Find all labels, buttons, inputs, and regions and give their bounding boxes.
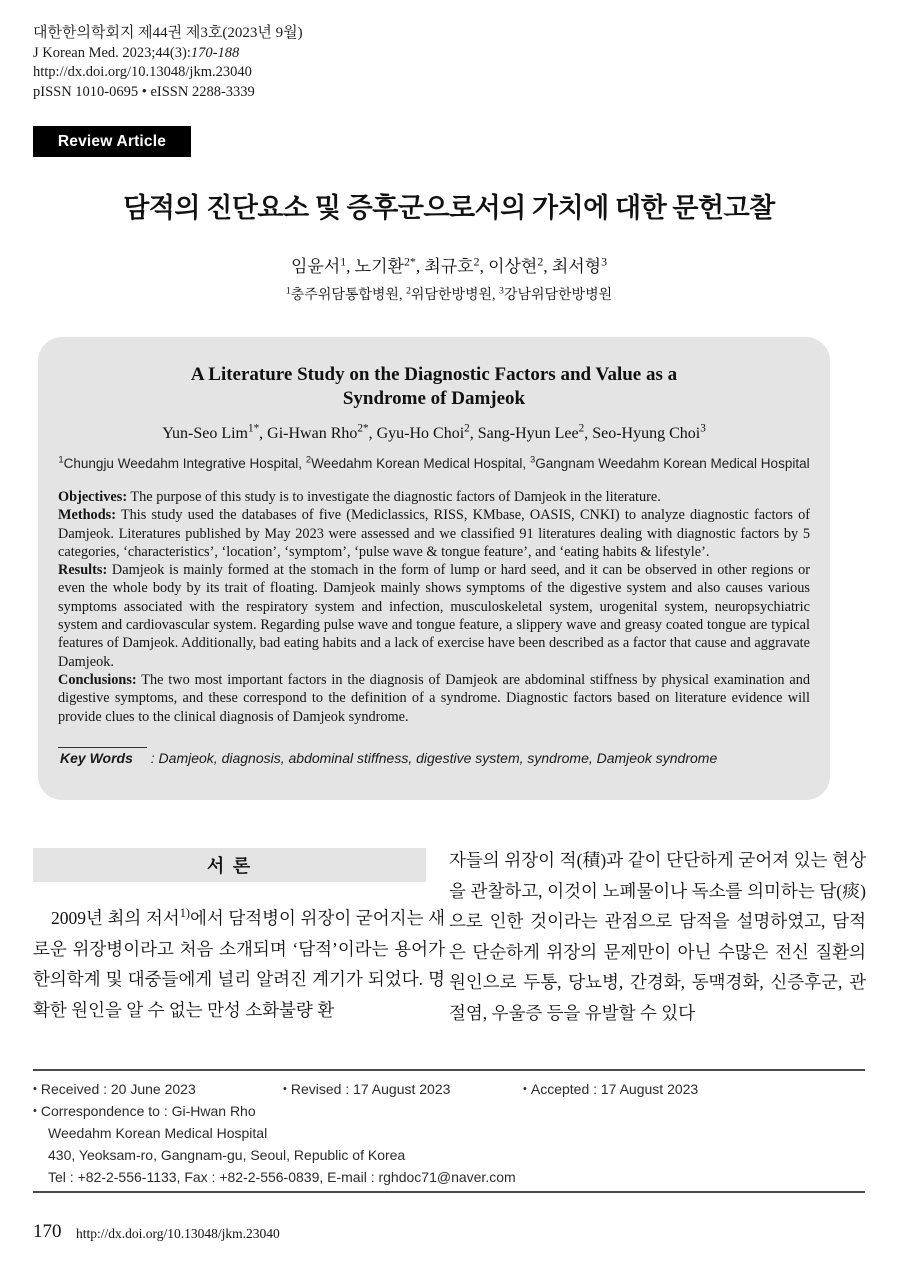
affiliation: $^3$Gangnam Weedahm Korean Medical Hospital: [529, 454, 810, 471]
affiliation: $^2$Weedahm Korean Medical Hospital,: [305, 454, 530, 471]
page-number: 170: [33, 1221, 62, 1242]
correspondence-line: • Correspondence to : Gi-Hwan Rho: [33, 1103, 256, 1119]
abstract-box: [38, 337, 830, 800]
objectives-text: The purpose of this study is to investigate the diagnostic factors of Damjeok in the literature.: [127, 489, 661, 505]
section-heading-label: 서 론: [206, 856, 253, 876]
reference-mark: 1): [179, 906, 190, 921]
article-title-korean: 담적의 진단요소 및 증후군으로서의 가치에 대한 문헌고찰: [123, 193, 775, 223]
badge-label: Review Article: [57, 132, 167, 150]
abstract-objectives: [58, 488, 810, 506]
journal-name-volume: 대한한의학회지 제44권 제3호(2023년 9월): [33, 25, 303, 41]
bullet-icon: •: [33, 1083, 37, 1095]
author: Sang-Hyun Lee$^2$,: [477, 422, 593, 442]
journal-header: [33, 24, 303, 102]
authors-korean: [0, 252, 898, 277]
footer-top-rule: [33, 1069, 865, 1071]
keywords-text: Damjeok, diagnosis, abdominal stiffness, digestive system, syndrome, Damjeok syndrome: [158, 749, 718, 766]
author: 최서형$^3$: [551, 254, 608, 276]
abstract-conclusions: [58, 671, 810, 726]
author: Seo-Hyung Choi$^3$: [592, 422, 706, 442]
conclusions-label: Conclusions:: [58, 671, 137, 688]
author: Yun-Seo Lim$^{1*}$,: [162, 422, 268, 442]
issn-line: pISSN 1010-0695 • eISSN 2288-3339: [33, 83, 255, 100]
keywords-colon: :: [146, 749, 159, 766]
title-line-2: Syndrome of Damjeok: [342, 388, 526, 409]
keywords-line: [58, 747, 810, 766]
footer-bottom-rule: [33, 1191, 865, 1193]
citation-prefix: J Korean Med. 2023;44(3):: [33, 44, 191, 61]
affiliation: $^3$강남위담한방병원: [499, 285, 613, 303]
author: 최규호$^2$,: [424, 254, 489, 276]
author: 임윤서$^1$,: [290, 254, 355, 276]
affiliation: $^1$충주위담통합병원,: [285, 285, 406, 303]
objectives-label: Objectives:: [58, 489, 128, 505]
methods-label: Methods:: [58, 507, 116, 524]
correspondence-hospital: Weedahm Korean Medical Hospital: [48, 1125, 268, 1141]
correspondence-address: 430, Yeoksam-ro, Gangnam-gu, Seoul, Republic of Korea: [48, 1147, 406, 1163]
author: 이상현$^2$,: [488, 254, 552, 276]
intro-paragraph-left-column: 2009년 최의 저서$^{1)}$에서 담적병이 위장이 굳어지는 새로운 위장병이라고 처음 소개되며 ‘담적’이라는 용어가 한의학계 및 대중들에게 널리 알려진 계기가 되었다. 명확한 원인을 알 수 없는 만성 소화불량 환: [33, 906, 445, 1020]
authors-english: [58, 422, 810, 443]
citation-pages: 170-188: [190, 44, 240, 61]
author: Gi-Hwan Rho$^{2*}$,: [267, 422, 377, 442]
title-line-1: A Literature Study on the Diagnostic Factors and Value as a: [190, 364, 678, 385]
article-title-english: [58, 363, 810, 411]
page-doi: http://dx.doi.org/10.13048/jkm.23040: [76, 1226, 280, 1241]
correspondence-contact: Tel : +82-2-556-1133, Fax : +82-2-556-0839, E-mail : rghdoc71@naver.com: [48, 1169, 516, 1185]
bullet-icon: •: [523, 1083, 527, 1095]
results-label: Results:: [58, 562, 108, 579]
affiliations-korean: [0, 284, 898, 304]
keywords-label: Key Words: [58, 747, 147, 766]
bullet-icon: •: [283, 1083, 287, 1095]
bullet-icon: •: [33, 1105, 37, 1117]
abstract-results: [58, 561, 810, 671]
journal-citation: [33, 44, 303, 64]
intro-paragraph-right-column: 자들의 위장이 적(積)과 같이 단단하게 굳어져 있는 현상을 관찰하고, 이것이 노폐물이나 독소를 의미하는 담(痰)으로 인한 것이라는 관점으로 담적을 설명하였고, 담적은 단순하게 위장의 문제만이 아닌 수많은 전신 질환의 원인으로 두통, 당뇨병, 간경화, 동맥경화, 신증후군, 관절염, 우울증 등을 유발할 수 있다: [449, 850, 866, 1023]
results-text: Damjeok is mainly formed at the stomach in the form of lump or hard seed, and it can be observed in other regions or even the whole body by its trait of floating. Damjeok mainly shows symptoms of the digestive system and also causes various symptoms associated with the respiratory system and infection, musculoskeletal system, urogenital system, neuropsychiatric system and cardiovascular system. Regarding pulse wave and tongue feature, a slippery wave and greasy coated tongue are typical features of Damjeok. Additionally, bad eating habits and a lack of exercise have been described as a factor that cause and aggravate Damjeok.: [58, 562, 810, 670]
review-article-badge: [33, 126, 191, 157]
author: 노기환$^{2*}$,: [354, 254, 425, 276]
affiliation: $^1$Chungju Weedahm Integrative Hospital,: [58, 454, 306, 471]
methods-text: This study used the databases of five (Mediclassics, RISS, KMbase, OASIS, CNKI) to analyze diagnostic factors of Damjeok. Literatures published by May 2023 were assessed and we classified 91 literatures dealing with diagnostic factors by 5 categories, ‘characteristics’, ‘location’, ‘symptom’, ‘pulse wave & tongue feature’, and ‘eating habits & lifestyle’.: [58, 507, 810, 560]
doi-url: http://dx.doi.org/10.13048/jkm.23040: [33, 64, 252, 80]
conclusions-text: The two most important factors in the diagnosis of Damjeok are abdominal stiffness by physical examination and digestive symptoms, and these correspond to the definition of a syndrome. Diagnostic factors based on literature evidence will provide clues to the clinical diagnosis of Damjeok syndrome.: [58, 671, 810, 725]
affiliation: $^2$위담한방병원,: [405, 285, 500, 303]
section-heading-introduction: [33, 848, 426, 882]
received-date: • Received : 20 June 2023: [33, 1081, 196, 1097]
affiliations-english: [58, 454, 810, 473]
accepted-date: • Accepted : 17 August 2023: [523, 1081, 699, 1097]
author: Gyu-Ho Choi$^2$,: [376, 422, 478, 442]
revised-date: • Revised : 17 August 2023: [283, 1081, 451, 1097]
abstract-methods: [58, 506, 810, 561]
abstract-body: [58, 488, 810, 726]
